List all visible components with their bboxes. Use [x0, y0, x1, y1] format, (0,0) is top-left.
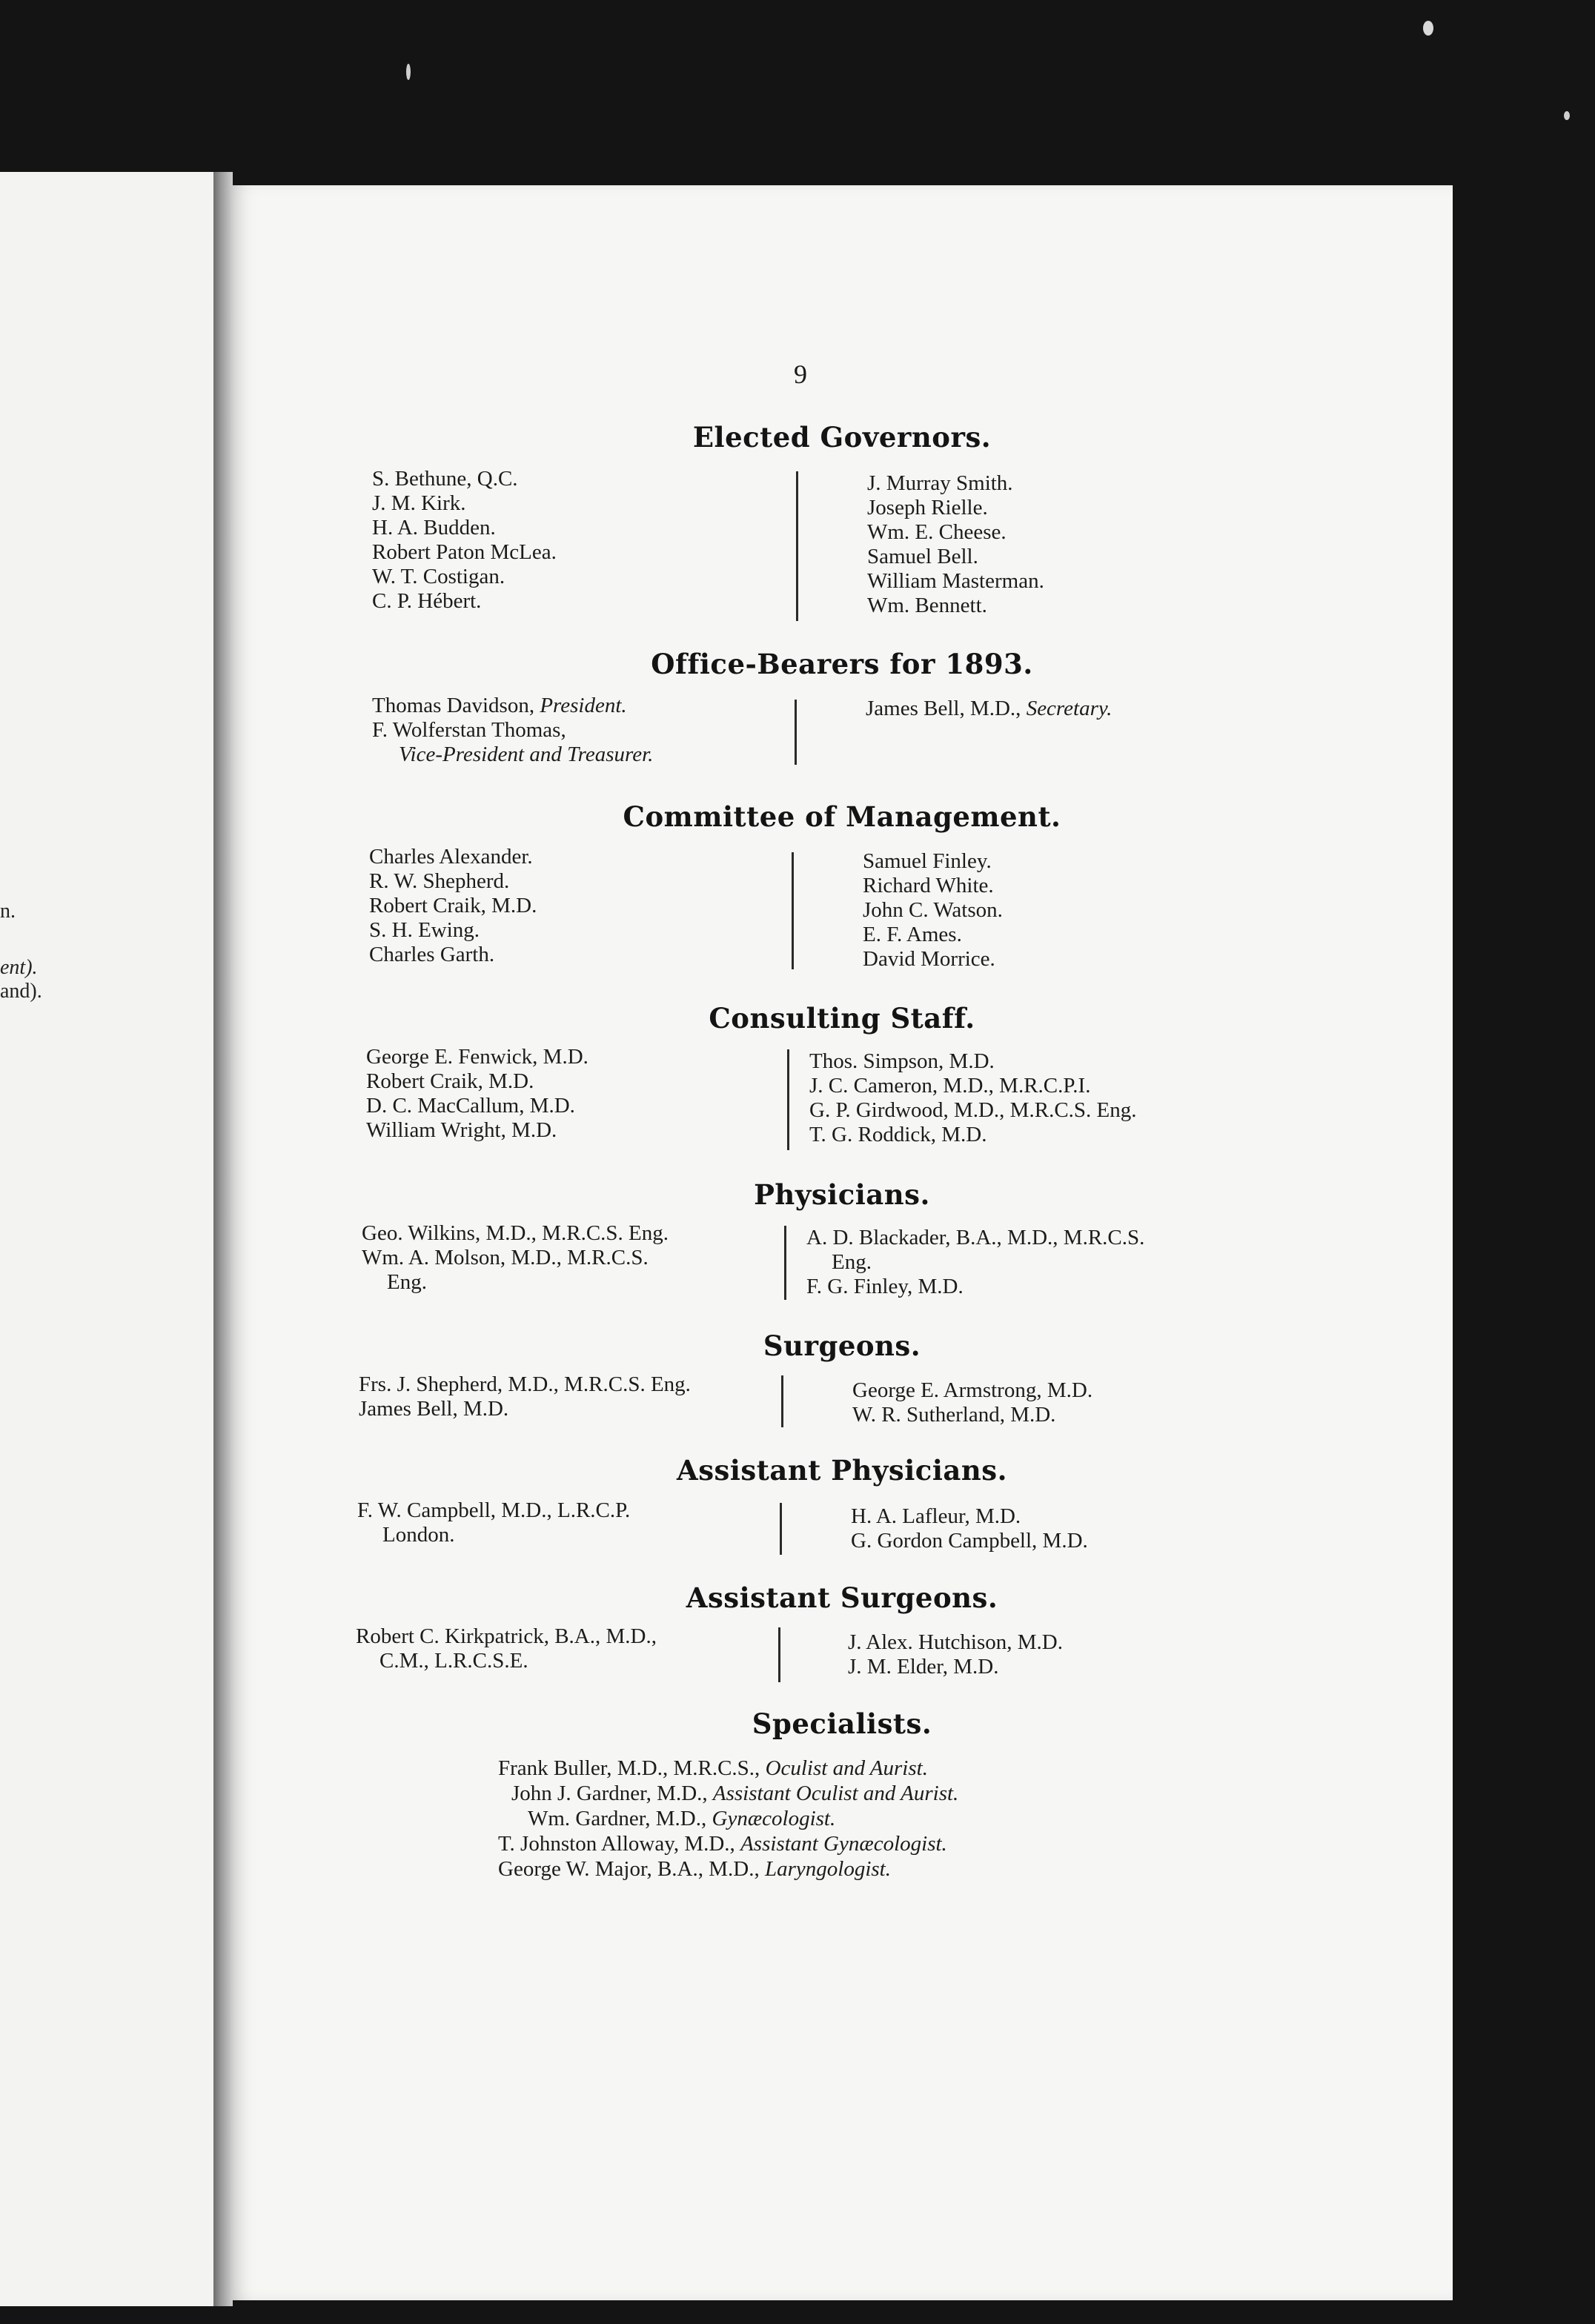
list-item: Charles Garth.: [369, 943, 495, 966]
list-item: Robert C. Kirkpatrick, B.A., M.D.,: [356, 1624, 657, 1648]
office-bearers-left-column: [372, 694, 653, 767]
list-item: Robert Craik, M.D.: [366, 1069, 534, 1093]
column-divider: [795, 700, 797, 765]
previous-page-fragment: and).: [0, 980, 42, 1003]
list-item: John C. Watson.: [863, 898, 1003, 922]
page-number: 9: [794, 359, 807, 389]
list-item: R. W. Shepherd.: [369, 869, 510, 893]
list-item: William Wright, M.D.: [366, 1118, 557, 1142]
column-divider: [792, 852, 794, 969]
surgeons-left-column: [359, 1372, 691, 1421]
list-item: J. Alex. Hutchison, M.D.: [848, 1630, 1063, 1654]
list-item: Wm. Bennett.: [867, 594, 987, 617]
list-item: T. Johnston Alloway, M.D., Assistant Gynæcologist.: [498, 1832, 947, 1856]
list-item: C.M., L.R.C.S.E.: [379, 1649, 528, 1673]
list-item: F. W. Campbell, M.D., L.R.C.P.: [357, 1498, 631, 1522]
assistant-physicians-left-column: [357, 1498, 630, 1547]
column-divider: [796, 471, 798, 621]
list-item: Robert Paton McLea.: [372, 540, 557, 564]
column-divider: [787, 1049, 789, 1150]
section-heading-specialists: Specialists.: [752, 1707, 932, 1740]
scan-speck: [406, 64, 411, 80]
section-heading-office-bearers: Office-Bearers for 1893.: [651, 648, 1033, 680]
list-item: J. C. Cameron, M.D., M.R.C.P.I.: [809, 1074, 1091, 1098]
previous-page-fragment: n.: [0, 900, 16, 923]
list-item: F. G. Finley, M.D.: [806, 1275, 964, 1298]
list-item: George E. Fenwick, M.D.: [366, 1045, 588, 1069]
section-heading-elected-governors: Elected Governors.: [692, 421, 992, 454]
list-item: S. Bethune, Q.C.: [372, 467, 518, 491]
list-item: D. C. MacCallum, M.D.: [366, 1094, 575, 1118]
column-divider: [778, 1627, 780, 1682]
scan-speck: [1564, 111, 1570, 120]
list-item: Vice-President and Treasurer.: [399, 743, 654, 766]
column-divider: [781, 1375, 783, 1427]
list-item: W. R. Sutherland, M.D.: [852, 1403, 1056, 1427]
list-item: Wm. E. Cheese.: [867, 520, 1007, 544]
list-item: James Bell, M.D., Secretary.: [866, 697, 1112, 720]
list-item: J. M. Elder, M.D.: [848, 1655, 999, 1679]
assistant-physicians-right-column: [851, 1504, 1088, 1553]
list-item: George E. Armstrong, M.D.: [852, 1378, 1093, 1402]
list-item: Frs. J. Shepherd, M.D., M.R.C.S. Eng.: [359, 1372, 691, 1396]
list-item: E. F. Ames.: [863, 923, 962, 946]
list-item: Wm. A. Molson, M.D., M.R.C.S.: [362, 1246, 649, 1269]
list-item: Eng.: [832, 1250, 872, 1274]
previous-page-fragment: ent).: [0, 956, 38, 979]
list-item: John J. Gardner, M.D., Assistant Oculist and Aurist.: [511, 1782, 959, 1805]
section-heading-consulting-staff: Consulting Staff.: [709, 1002, 975, 1035]
book-gutter: [213, 172, 233, 2306]
list-item: Eng.: [387, 1270, 427, 1294]
list-item: G. P. Girdwood, M.D., M.R.C.S. Eng.: [809, 1098, 1137, 1122]
specialists-list: [498, 1756, 958, 1882]
column-divider: [784, 1226, 786, 1300]
committee-left-column: [369, 845, 537, 967]
list-item: George W. Major, B.A., M.D., Laryngologist.: [498, 1857, 891, 1881]
list-item: William Masterman.: [867, 569, 1044, 593]
list-item: W. T. Costigan.: [372, 565, 505, 588]
list-item: J. Murray Smith.: [867, 471, 1013, 495]
committee-right-column: [863, 849, 1003, 972]
list-item: David Morrice.: [863, 947, 995, 971]
list-item: C. P. Hébert.: [372, 589, 482, 613]
list-item: James Bell, M.D.: [359, 1397, 509, 1421]
list-item: London.: [382, 1523, 455, 1547]
list-item: Samuel Bell.: [867, 545, 978, 568]
assistant-surgeons-right-column: [848, 1630, 1063, 1679]
scan-speck: [1423, 21, 1433, 36]
list-item: Richard White.: [863, 874, 994, 897]
list-item: J. M. Kirk.: [372, 491, 466, 515]
consulting-staff-left-column: [366, 1045, 588, 1143]
list-item: T. G. Roddick, M.D.: [809, 1123, 987, 1146]
list-item: Geo. Wilkins, M.D., M.R.C.S. Eng.: [362, 1221, 669, 1245]
list-item: H. A. Lafleur, M.D.: [851, 1504, 1021, 1528]
list-item: S. H. Ewing.: [369, 918, 480, 942]
section-heading-assistant-surgeons: Assistant Surgeons.: [686, 1581, 998, 1614]
list-item: F. Wolferstan Thomas,: [372, 718, 566, 742]
surgeons-right-column: [852, 1378, 1092, 1427]
physicians-left-column: [362, 1221, 669, 1295]
office-bearers-right-column: [866, 697, 1112, 721]
section-heading-committee: Committee of Management.: [623, 800, 1061, 833]
assistant-surgeons-left-column: [356, 1624, 657, 1673]
previous-page: [0, 172, 216, 2306]
list-item: H. A. Budden.: [372, 516, 496, 540]
list-item: A. D. Blackader, B.A., M.D., M.R.C.S.: [806, 1226, 1145, 1249]
list-item: G. Gordon Campbell, M.D.: [851, 1529, 1088, 1553]
section-heading-physicians: Physicians.: [754, 1178, 930, 1211]
list-item: Joseph Rielle.: [867, 496, 988, 519]
consulting-staff-right-column: [809, 1049, 1137, 1147]
elected-governors-right-column: [867, 471, 1044, 618]
list-item: Frank Buller, M.D., M.R.C.S., Oculist and Aurist.: [498, 1756, 928, 1780]
list-item: Thomas Davidson, President.: [372, 694, 627, 717]
list-item: Robert Craik, M.D.: [369, 894, 537, 917]
column-divider: [780, 1503, 782, 1555]
list-item: Charles Alexander.: [369, 845, 533, 869]
list-item: Samuel Finley.: [863, 849, 992, 873]
list-item: Thos. Simpson, M.D.: [809, 1049, 995, 1073]
section-heading-assistant-physicians: Assistant Physicians.: [677, 1454, 1007, 1487]
physicians-right-column: [806, 1226, 1144, 1299]
list-item: Wm. Gardner, M.D., Gynæcologist.: [528, 1807, 836, 1830]
elected-governors-left-column: [372, 467, 557, 614]
section-heading-surgeons: Surgeons.: [763, 1329, 921, 1362]
